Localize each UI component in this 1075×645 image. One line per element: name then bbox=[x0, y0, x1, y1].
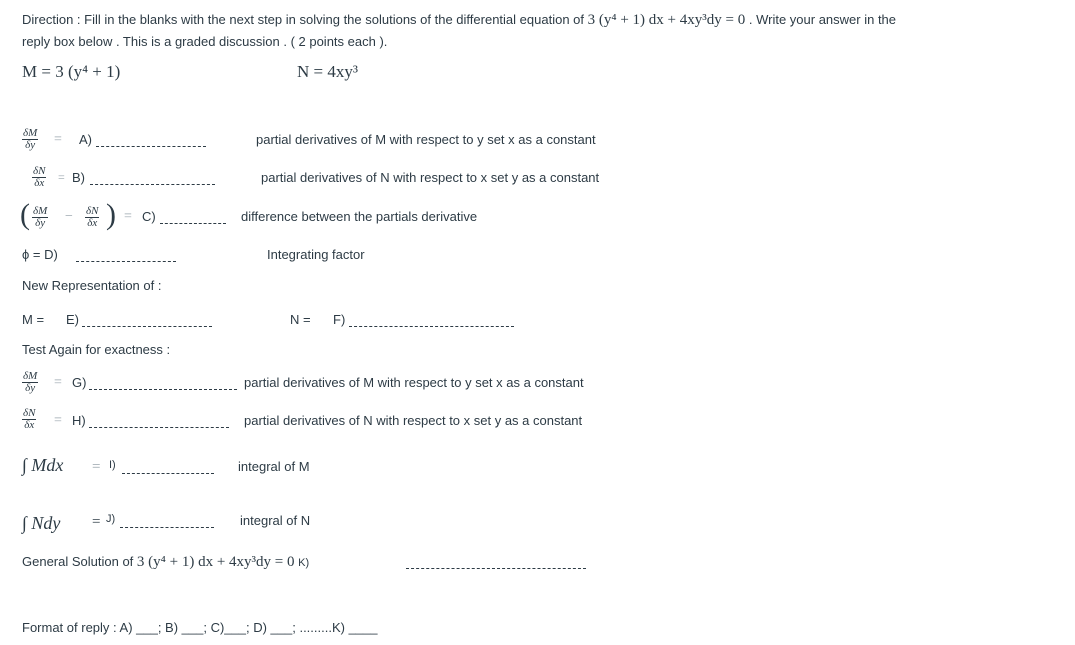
blank-f[interactable] bbox=[349, 326, 514, 327]
blank-label-h: H) bbox=[72, 413, 86, 428]
blank-k[interactable] bbox=[406, 568, 586, 569]
direction-text-after: . Write your answer in the bbox=[748, 12, 897, 27]
blank-j[interactable] bbox=[120, 527, 214, 528]
new-representation-heading: New Representation of : bbox=[22, 278, 162, 293]
description-b: partial derivatives of N with respect to x set y as a constant bbox=[261, 170, 600, 185]
description-j: integral of N bbox=[240, 513, 311, 528]
fraction-dN-dx: $\frac{\delta N}{\delta x}$ bbox=[33, 165, 46, 189]
blank-i[interactable] bbox=[122, 473, 214, 474]
fraction-dM-dy: $\frac{\delta M}{\delta y}$ bbox=[33, 205, 48, 229]
direction-text: Fill in the blanks with the next step in solving the solutions of the differential equation of bbox=[84, 12, 584, 27]
description-a: partial derivatives of M with respect to y set x as a constant bbox=[256, 132, 596, 147]
fraction-dN-dx: $\frac{\delta N}{\delta x}$ bbox=[23, 407, 36, 431]
equals-sign: = bbox=[58, 170, 65, 184]
general-solution-equation: 3 (y⁴ + 1) dx + 4xy³dy = 0 bbox=[136, 554, 295, 570]
blank-label-e: E) bbox=[66, 312, 79, 327]
blank-b[interactable] bbox=[90, 184, 215, 185]
prefix-e: M = bbox=[22, 312, 45, 327]
blank-label-j: J) bbox=[106, 513, 116, 525]
open-paren: ( bbox=[20, 198, 30, 231]
format-of-reply: Format of reply : A) ___; B) ___; C)___; D) ___; .........K) ____ bbox=[22, 620, 378, 635]
blank-label-a: A) bbox=[79, 132, 92, 147]
fraction-dN-dx: $\frac{\delta N}{\delta x}$ bbox=[86, 205, 99, 229]
blank-label-d: ϕ = D) bbox=[22, 247, 58, 262]
given-n: N = 4xy³ bbox=[297, 62, 358, 81]
description-c: difference between the partials derivative bbox=[241, 209, 478, 224]
blank-label-i: I) bbox=[109, 459, 116, 471]
equals-sign: = bbox=[54, 132, 62, 147]
direction-line-2: reply box below . This is a graded discussion . ( 2 points each ). bbox=[22, 34, 388, 49]
blank-label-g: G) bbox=[72, 375, 87, 390]
description-h: partial derivatives of N with respect to x set y as a constant bbox=[244, 413, 583, 428]
description-d: Integrating factor bbox=[267, 247, 365, 262]
fraction-dM-dy: $\frac{\delta M}{\delta y}$ bbox=[23, 370, 38, 394]
blank-label-b: B) bbox=[72, 170, 85, 185]
direction-label: Direction bbox=[22, 12, 74, 27]
general-solution-prefix: General Solution of bbox=[22, 554, 134, 569]
prefix-f: N = bbox=[290, 312, 311, 327]
general-solution-line bbox=[22, 554, 309, 571]
description-i: integral of M bbox=[238, 459, 310, 474]
fraction-dM-dy: $\frac{\delta M}{\delta y}$ bbox=[23, 127, 38, 151]
equals-sign: = bbox=[54, 375, 62, 390]
minus-sign: − bbox=[65, 209, 73, 224]
direction-equation: 3 (y⁴ + 1) dx + 4xy³dy = 0 bbox=[587, 12, 746, 28]
blank-label-k: K) bbox=[298, 557, 310, 569]
blank-h[interactable] bbox=[89, 427, 229, 428]
blank-g[interactable] bbox=[89, 389, 237, 390]
blank-d[interactable] bbox=[76, 261, 176, 262]
close-paren: ) bbox=[106, 198, 116, 231]
direction-line-1: Direction : Fill in the blanks with the next step in solving the solutions of the differential equation of 3 (y⁴ + 1) dx + 4xy³dy = 0 . Write your answer in the bbox=[22, 12, 897, 28]
description-g: partial derivatives of M with respect to y set x as a constant bbox=[244, 375, 584, 390]
integral-n-expression: ∫ Ndy bbox=[22, 513, 61, 533]
blank-label-c: C) bbox=[142, 209, 156, 224]
blank-c[interactable] bbox=[160, 223, 226, 224]
given-m: M = 3 (y⁴ + 1) bbox=[22, 62, 121, 81]
integral-m-expression: ∫ Mdx bbox=[22, 455, 64, 475]
equals-sign: = bbox=[92, 514, 101, 530]
blank-a[interactable] bbox=[96, 146, 206, 147]
blank-e[interactable] bbox=[82, 326, 212, 327]
test-again-heading: Test Again for exactness : bbox=[22, 342, 171, 357]
equals-sign: = bbox=[54, 413, 62, 428]
equals-sign: = bbox=[124, 209, 132, 224]
equals-sign: = bbox=[92, 459, 101, 475]
blank-label-f: F) bbox=[333, 312, 346, 327]
